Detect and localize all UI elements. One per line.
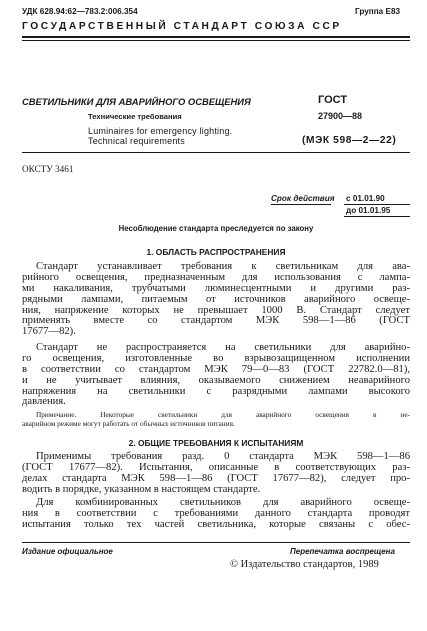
text-line: испытания только тех частей светильника, которые связаны с обес- bbox=[22, 518, 410, 530]
text-line: применять вместе со стандартом МЭК 598—1—86 (ГОСТ bbox=[22, 315, 410, 327]
footer-rule bbox=[22, 542, 410, 543]
text-line: Применимы требования разд. 0 стандарта МЭК 598—1—86 bbox=[36, 451, 410, 462]
title-rule bbox=[22, 152, 410, 153]
validity-label: Срок действия bbox=[271, 194, 335, 203]
header-rule-thick bbox=[22, 36, 410, 38]
text-line: ния, напряжение которых не превышает 1000 В. Стандарт следует bbox=[22, 304, 410, 316]
agency-title: ГОСУДАРСТВЕННЫЙ СТАНДАРТ СОЮЗА ССР bbox=[22, 21, 342, 32]
section-2-paragraph-1 bbox=[22, 452, 410, 496]
text-line: напряжения на светильники с разрядными лампами высокого bbox=[22, 385, 410, 397]
section-1-paragraph-1 bbox=[22, 262, 410, 338]
text-line: ми накаливания, трубчатыми люминесцентными и другими раз- bbox=[22, 282, 410, 294]
text-line: в соответствии со стандартом МЭК 79—0—83 (ГОСТ 22782.0—81), bbox=[22, 363, 410, 375]
group-code: Группа Е83 bbox=[355, 7, 401, 16]
mek-reference: (МЭК 598—2—22) bbox=[302, 135, 397, 146]
english-title-line-2: Technical requirements bbox=[88, 136, 185, 146]
official-edition: Издание официальное bbox=[22, 547, 113, 556]
section-1-paragraph-2 bbox=[22, 343, 410, 408]
okstu-code: ОКСТУ 3461 bbox=[22, 164, 74, 174]
text-line: Стандарт не распространяется на светильники для аварийно- bbox=[36, 342, 410, 353]
text-line: делах стандарта МЭК 598—1—86 (ГОСТ 17677—82), следует про- bbox=[22, 472, 410, 484]
section-2-heading: 2. ОБЩИЕ ТРЕБОВАНИЯ К ИСПЫТАНИЯМ bbox=[128, 438, 304, 448]
validity-from: с 01.01.90 bbox=[346, 194, 385, 203]
text-line: Для комбинированных светильников для аварийного освеще- bbox=[36, 497, 410, 508]
text-line: Стандарт устанавливает требования к светильникам для ава- bbox=[36, 261, 410, 272]
text-line: ния в соответствии с требованиями данного стандарта проводят bbox=[22, 507, 410, 519]
text-line: го освещения, изготовленные во взрывозащищенном исполнении bbox=[22, 352, 410, 364]
text-line: 17677—82). bbox=[22, 326, 76, 338]
validity-divider bbox=[344, 204, 410, 205]
header-rule-thin bbox=[22, 40, 410, 41]
text-line: рийного освещения, предназначенным для использования с лампа- bbox=[22, 271, 410, 283]
english-title-line-1: Luminaires for emergency lighting. bbox=[88, 126, 233, 136]
section-2-paragraph-2 bbox=[22, 498, 410, 531]
reprint-prohibited: Перепечатка воспрещена bbox=[290, 547, 395, 556]
legal-notice: Несоблюдение стандарта преследуется по закону bbox=[118, 224, 314, 233]
validity-to: до 01.01.95 bbox=[346, 206, 391, 215]
gost-number: 27900—88 bbox=[318, 111, 363, 121]
standard-subtitle: Технические требования bbox=[88, 112, 182, 121]
text-line: (ГОСТ 17677—82). Испытания, описанные в соответствующих раз- bbox=[22, 461, 410, 473]
validity-to-underline bbox=[344, 216, 410, 217]
note-line: Примечание. Некоторые светильники для аварийного освещения в не- bbox=[36, 410, 410, 419]
copyright: © Издательство стандартов, 1989 bbox=[230, 559, 379, 570]
text-line: водить в порядке, указанном в настоящем стандарте. bbox=[22, 483, 261, 495]
note-line: аварийном режиме могут работать от обычных источников питания. bbox=[22, 419, 235, 428]
gost-label: ГОСТ bbox=[318, 94, 348, 106]
udk-code: УДК 628.94:62—783.2:006.354 bbox=[22, 7, 138, 16]
validity-label-underline bbox=[271, 204, 331, 205]
section-1-heading: 1. ОБЛАСТЬ РАСПРОСТРАНЕНИЯ bbox=[146, 247, 286, 257]
text-line: и не учитывает влияния, оказываемого снижением неаварийного bbox=[22, 374, 410, 386]
text-line: рядными лампами, питаемым от источников аварийного освеще- bbox=[22, 293, 410, 305]
standard-title: СВЕТИЛЬНИКИ ДЛЯ АВАРИЙНОГО ОСВЕЩЕНИЯ bbox=[22, 96, 251, 107]
text-line: давления. bbox=[22, 396, 66, 408]
section-1-note bbox=[22, 410, 410, 428]
